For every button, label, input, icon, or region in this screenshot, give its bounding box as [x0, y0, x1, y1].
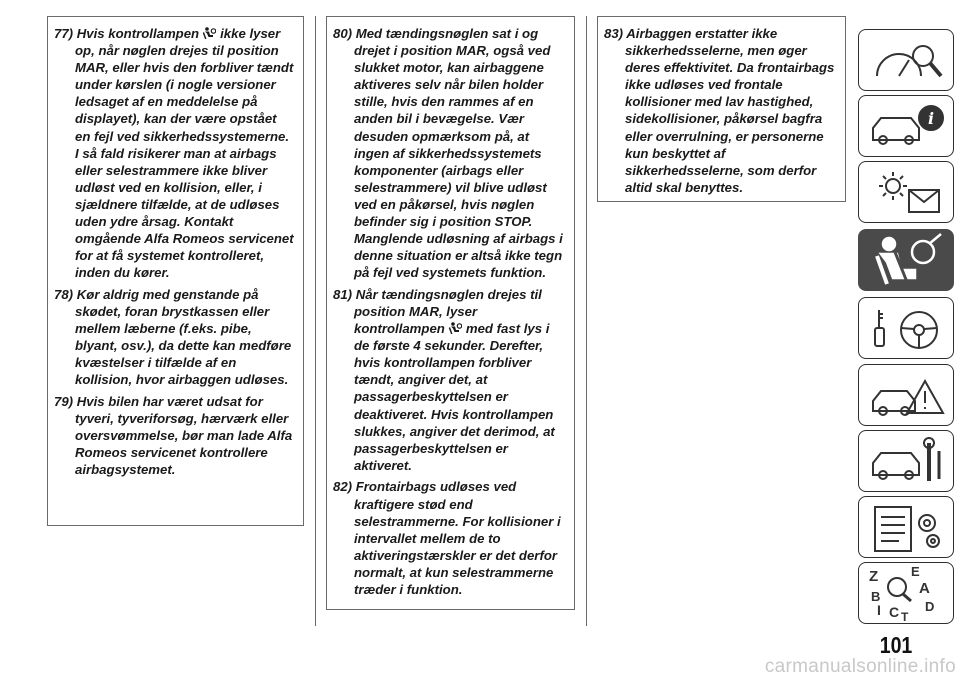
note-text: Hvis kontrollampen [76, 26, 200, 41]
chapter-tab-warning-lights[interactable] [858, 161, 954, 223]
note-number: 77) [54, 26, 74, 41]
chapter-tab-emergency[interactable] [858, 364, 954, 426]
chapter-tab-index[interactable] [858, 562, 954, 624]
alphabetical-index-icon [859, 563, 954, 624]
index-letter-a: A [919, 580, 930, 597]
chapter-tab-dashboard[interactable] [858, 29, 954, 91]
note-77 [54, 25, 295, 281]
svg-text:i: i [927, 109, 935, 128]
note-81 [333, 286, 566, 474]
car-info-icon [859, 96, 954, 157]
note-text: Når tændingsnøglen drejes til position MAR, lyser kontrollampen [354, 286, 542, 337]
notes-column-2 [326, 16, 575, 610]
note-number: 83) [604, 26, 624, 41]
note-number: 78) [54, 286, 74, 302]
chapter-tab-starting-driving[interactable] [858, 297, 954, 359]
warning-lights-icon [859, 162, 954, 223]
note-text: Med tændingsnøglen sat i og drejet i position MAR, også ved slukket motor, kan airbaggene aktiveres selv når bilen holder stille, hvis den rammes af en anden bil i bevægelse. Vær desuden opmærksom på, at ingen af sikkerhedssystemets komponenter (airbags eller selestrammere) vil blive udløst ved en påkørsel, hvis nøglen befinder sig i position STOP. Manglende udløsning af airbags i denne situation er altså ikke tegn på fejl ved systemets funktion. [354, 26, 563, 281]
seatbelt-airbag-icon [859, 230, 954, 291]
index-letter-c: C [889, 604, 900, 620]
note-number: 79) [54, 393, 74, 409]
index-letter-t: T [901, 610, 909, 624]
chapter-tab-car-info[interactable] [858, 95, 954, 157]
index-letter-i: I [877, 602, 881, 618]
airbag-warning-icon [202, 27, 216, 40]
note-text: Frontairbags udløses ved kraftigere stød end selestrammerne. For kollisioner i intervallet mellem de to aktiveringstærskler er det derfor normalt, at kun selestrammerne træder i funktion. [354, 479, 561, 597]
chapter-tab-technical-data[interactable] [858, 496, 954, 558]
note-80 [333, 25, 566, 281]
note-79 [54, 393, 295, 478]
car-breakdown-icon [859, 365, 954, 426]
column-divider [315, 16, 316, 626]
watermark: carmanualsonline.info [764, 656, 956, 677]
notes-column-3 [597, 16, 846, 202]
note-number: 82) [333, 479, 353, 495]
note-78 [54, 286, 295, 389]
note-text: ikke lyser op, når nøglen drejes til position MAR, eller hvis den forbliver tændt under kørslen (i nogle versioner ledsaget af en meddelelse på displayet), kan der være opstået en fejl ved sikkerhedssystemerne. I så fald risikerer man at airbags eller selestrammere ikke bliver udløst ved en kollision, eller, i sjældnere tilfælde, at de udløses uden ydre årsag. Kontakt omgående Alfa Romeos servicenet for at få systemet kontrolleret, inden du kører. [75, 26, 294, 281]
column-divider [586, 16, 587, 626]
index-letter-d: D [925, 599, 935, 614]
note-text: Airbaggen erstatter ikke sikkerhedsselerne, men øger deres effektivitet. Da frontairbags ikke udløses ved frontale kollisioner med lav hastighed, sidekollisioner, påkørsel bagfra eller overrulning, er personerne kun beskyttet af sikkerhedsselerne, som derfor altid skal benyttes. [625, 26, 835, 195]
note-text: Hvis bilen har været udsat for tyveri, tyveriforsøg, hærværk eller oversvømmelse, bør man lade Alfa Romeos servicenet kontrollere airbagsystemet. [75, 393, 293, 478]
note-number: 81) [333, 286, 353, 302]
technical-data-icon [859, 497, 954, 558]
dashboard-search-icon [859, 30, 954, 91]
note-text: Kør aldrig med genstande på skødet, foran brystkassen eller mellem læberne (f.eks. pibe, blyant, osv.), da dette kan medføre kvæstelser i tilfælde af en kollision, hvor airbaggen udløses. [75, 286, 292, 388]
car-service-icon [859, 431, 954, 492]
note-82 [333, 478, 566, 598]
index-letter-e: E [911, 564, 920, 579]
index-letter-b: B [871, 589, 881, 604]
page-number: 101 [879, 632, 913, 658]
chapter-tab-safety[interactable] [858, 229, 954, 291]
note-83 [604, 25, 837, 196]
notes-column-1 [47, 16, 304, 526]
chapter-tab-maintenance[interactable] [858, 430, 954, 492]
note-text: med fast lys i de første 4 sekunder. Derefter, hvis kontrollampen forbliver tændt, angiver det, at passagerbeskyttelsen er deaktiveret. Hvis kontrollampen slukkes, angiver det derimod, at passagerbeskyttelsen er aktiveret. [354, 321, 555, 473]
key-steering-wheel-icon [859, 298, 954, 359]
index-letter-z: Z [869, 568, 879, 585]
airbag-warning-icon [448, 322, 462, 335]
note-number: 80) [333, 26, 353, 41]
